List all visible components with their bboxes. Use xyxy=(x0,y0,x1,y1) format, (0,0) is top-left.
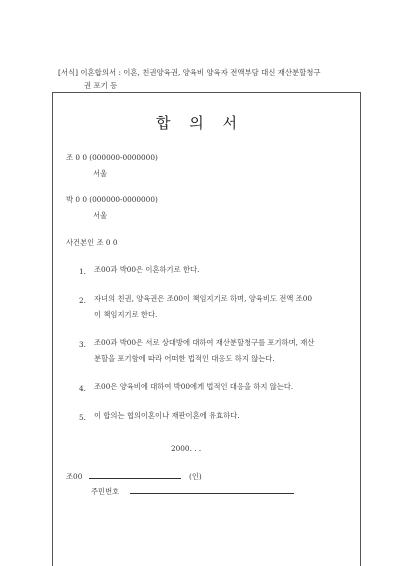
clause-num: 4. xyxy=(79,384,86,393)
principal: 사건본인 조 0 0 xyxy=(66,238,118,247)
clause-num: 3. xyxy=(79,340,86,349)
clause-text: 이 합의는 협의이혼이나 재판이혼에 유효하다. xyxy=(94,411,240,420)
seal-mark: (인) xyxy=(189,472,202,481)
party1-address: 서울 xyxy=(93,169,108,178)
document-date: 2000. . . xyxy=(171,444,202,453)
caption-line-2: 권 포기 등 xyxy=(84,81,118,90)
party1-name: 조 0 0 (000000-0000000) xyxy=(66,153,158,162)
clause-num: 2. xyxy=(79,296,86,305)
party2-name: 박 0 0 (000000-0000000) xyxy=(66,195,158,204)
id-row xyxy=(91,486,294,497)
clause-num: 1. xyxy=(79,267,86,276)
clause-text: 조00과 박00은 서로 상대방에 대하여 재산분할청구를 포기하며, 재산분할을 포기함에 따라 어떠한 법적인 대응도 하지 않는다. xyxy=(94,338,315,363)
signer-name: 조00 xyxy=(66,472,83,481)
id-label: 주민번호 xyxy=(91,487,120,496)
document-title: 합 의 서 xyxy=(155,114,244,132)
clause-text: 조00은 양육비에 대하여 박00에게 법적인 대응을 하지 않는다. xyxy=(94,382,294,391)
party2-address: 서울 xyxy=(93,211,108,220)
id-blank xyxy=(130,486,294,494)
signature-blank xyxy=(89,471,181,479)
clause-text: 조00과 박00은 이혼하기로 한다. xyxy=(94,265,200,274)
clause-num: 5. xyxy=(79,413,86,422)
clause-text: 자녀의 친권, 양육권은 조00이 책임지기로 하며, 양육비도 전액 조00이 책임지기로 한다. xyxy=(94,294,312,319)
signature-row xyxy=(66,471,202,482)
caption xyxy=(58,66,358,92)
caption-line-1: [서식] 이혼합의서 : 이혼, 친권양육권, 양육비 양육자 전액부담 대신 재산분할청구 xyxy=(58,68,321,77)
